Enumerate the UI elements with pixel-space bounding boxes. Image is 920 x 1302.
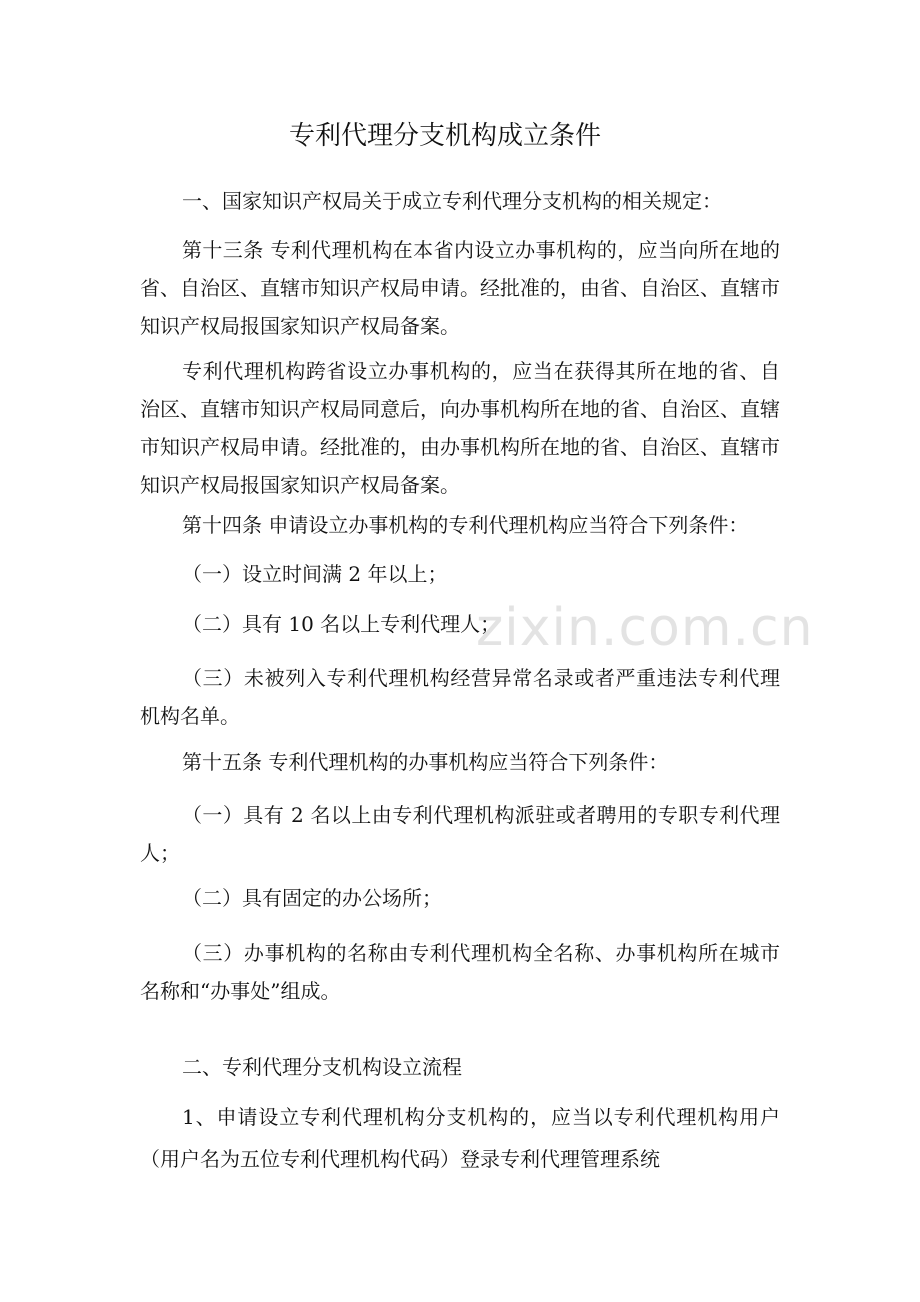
document-title: 专利代理分支机构成立条件 (288, 121, 601, 151)
article-15-paragraph: 第十五条 专利代理机构的办事机构应当符合下列条件： (182, 750, 669, 774)
article-14-item-1: （一）设立时间满 2 年以上； (182, 562, 448, 586)
section-heading-1: 一、国家知识产权局关于成立专利代理分支机构的相关规定： (182, 189, 722, 213)
watermark-text: zixin.com.cn (476, 598, 814, 658)
article-14-item-2: （二）具有 10 名以上专利代理人； (182, 612, 501, 636)
article-15-item-2: （二）具有固定的办公场所； (182, 886, 442, 910)
article-15-item-3: （三）办事机构的名称由专利代理机构全名称、办事机构所在城市名称和“办事处”组成。 (140, 941, 780, 1003)
process-step-1: 1、申请设立专利代理机构分支机构的，应当以专利代理机构用户（用户名为五位专利代理机构代码）登录专利代理管理系统 (140, 1105, 780, 1171)
article-14-paragraph: 第十四条 申请设立办事机构的专利代理机构应当符合下列条件： (182, 513, 749, 537)
article-15-item-1: （一）具有 2 名以上由专利代理机构派驻或者聘用的专职专利代理人； (140, 803, 780, 865)
cross-province-paragraph: 专利代理机构跨省设立办事机构的，应当在获得其所在地的省、自治区、直辖市知识产权局同意后，向办事机构所在地的省、自治区、直辖市知识产权局申请。经批准的，由办事机构所在地的省、自治区、直辖市知识产权局报国家知识产权局备案。 (140, 359, 780, 497)
article-13-paragraph: 第十三条 专利代理机构在本省内设立办事机构的，应当向所在地的省、自治区、直辖市知识产权局申请。经批准的，由省、自治区、直辖市知识产权局报国家知识产权局备案。 (140, 238, 780, 338)
article-14-item-3: （三）未被列入专利代理机构经营异常名录或者严重违法专利代理机构名单。 (140, 666, 780, 728)
section-heading-2: 二、专利代理分支机构设立流程 (182, 1055, 462, 1079)
